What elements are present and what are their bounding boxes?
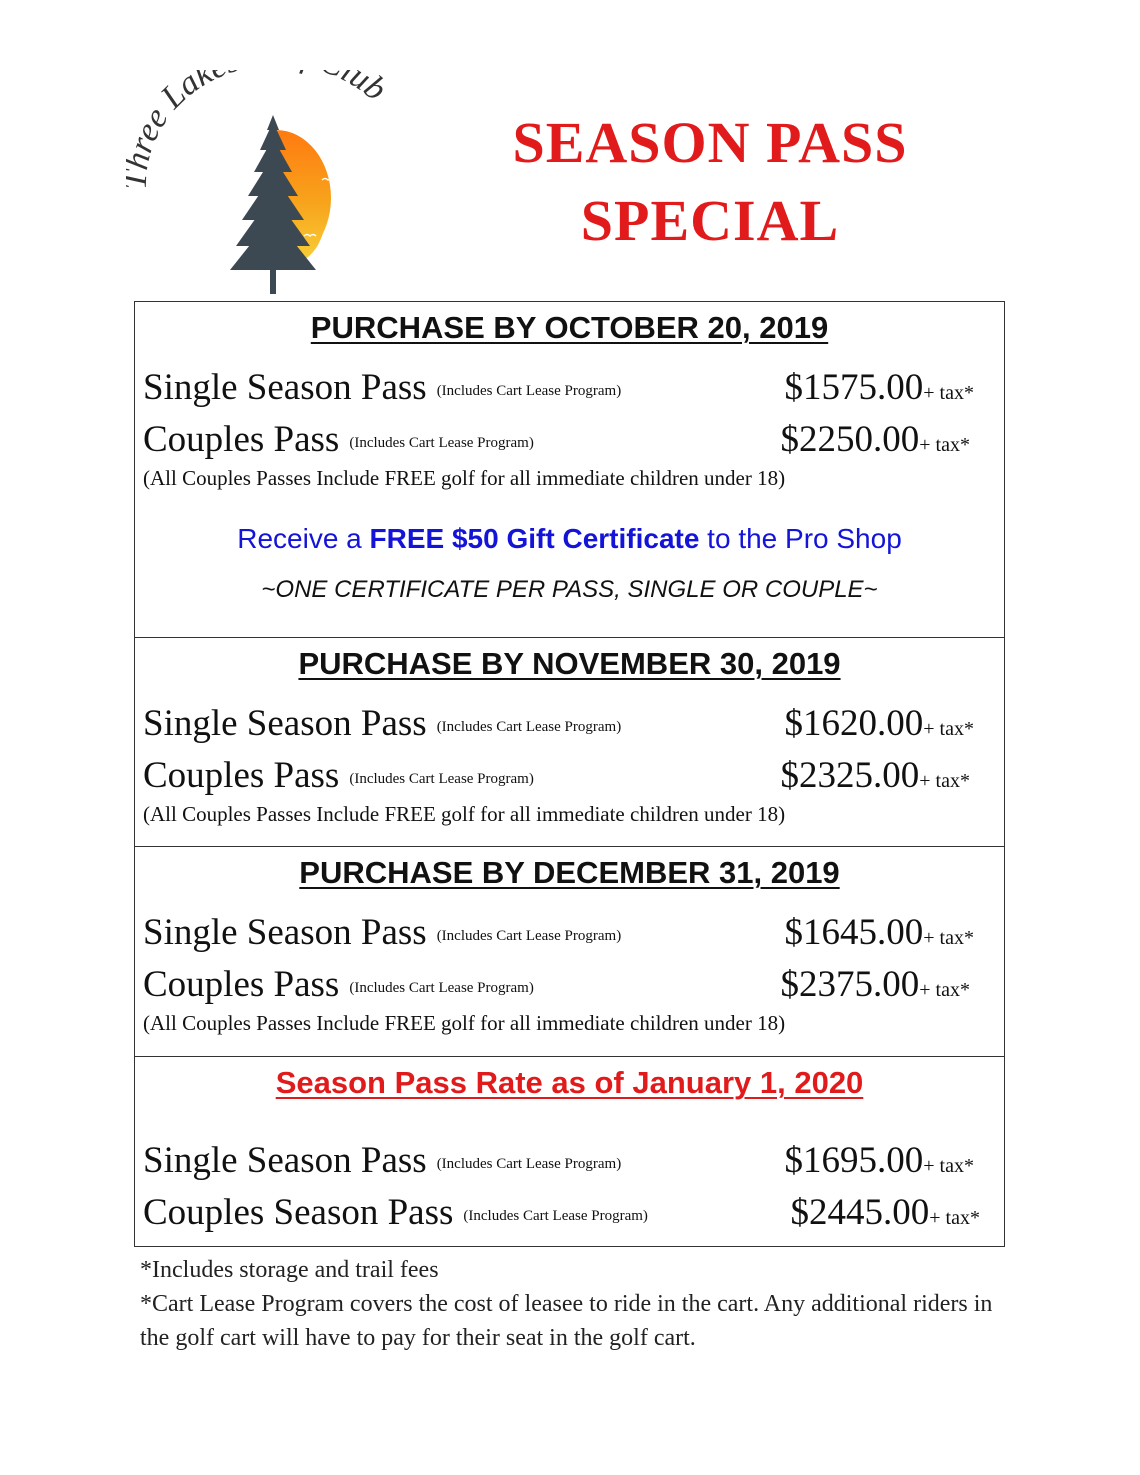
pass-name: Couples Pass	[143, 755, 340, 796]
price-row-single	[143, 907, 974, 951]
price-row-couples	[143, 1187, 980, 1231]
tax-label: + tax*	[929, 1207, 980, 1229]
price-row-single	[143, 362, 974, 406]
pass-includes: (Includes Cart Lease Program)	[463, 1208, 648, 1224]
section-title: PURCHASE BY DECEMBER 31, 2019	[299, 855, 840, 890]
section-2020-rate	[135, 1056, 1004, 1247]
pass-includes: (Includes Cart Lease Program)	[349, 435, 534, 451]
tax-label: + tax*	[923, 382, 974, 404]
logo-graphic	[126, 70, 426, 300]
footnote-cart-lease: *Cart Lease Program covers the cost of leasee to ride in the cart. Any additional riders in the golf cart will have to pay for their seat in the golf cart.	[140, 1291, 993, 1351]
logo-text: ree Lak lub	[126, 70, 394, 158]
pricing-table	[134, 301, 1005, 1247]
pass-name: Couples Pass	[143, 964, 340, 1005]
footnote-storage: *Includes storage and trail fees	[140, 1257, 439, 1283]
section-title: PURCHASE BY OCTOBER 20, 2019	[310, 310, 829, 345]
pass-name: Couples Pass	[143, 419, 340, 460]
section-october	[135, 302, 1004, 637]
pass-includes: (Includes Cart Lease Program)	[349, 980, 534, 996]
pass-includes: (Includes Cart Lease Program)	[436, 383, 622, 399]
section-december	[135, 846, 1004, 1057]
pass-price: $2445.00	[790, 1192, 930, 1233]
section-title: PURCHASE BY NOVEMBER 30, 2019	[298, 646, 841, 681]
pass-name: Single Season Pass	[143, 1140, 427, 1181]
pass-name: Single Season Pass	[143, 367, 427, 408]
pass-price: $1575.00	[784, 367, 924, 408]
club-logo	[126, 70, 426, 300]
pass-name: Single Season Pass	[143, 703, 427, 744]
pass-includes: (Includes Cart Lease Program)	[436, 719, 622, 735]
headline-line-1: SEASON PASS	[512, 110, 908, 175]
price-row-couples	[143, 414, 974, 458]
gift-certificate-promo	[135, 523, 1004, 555]
pass-includes: (Includes Cart Lease Program)	[349, 771, 534, 787]
promo-text-post: to the Pro Shop	[699, 523, 902, 554]
price-row-single	[143, 698, 974, 742]
price-row-single	[143, 1135, 974, 1179]
couples-note: (All Couples Passes Include FREE golf for all immediate children under 18)	[143, 466, 786, 490]
pass-price: $1695.00	[784, 1140, 924, 1181]
pass-price: $2325.00	[780, 755, 920, 796]
tax-label: + tax*	[919, 979, 970, 1001]
section-november	[135, 637, 1004, 847]
promo-text-bold: FREE $50 Gift Certificate	[369, 523, 700, 554]
price-row-couples	[143, 750, 974, 794]
couples-note: (All Couples Passes Include FREE golf for all immediate children under 18)	[143, 1011, 786, 1035]
pass-includes: (Includes Cart Lease Program)	[436, 1156, 622, 1172]
pass-price: $1620.00	[784, 703, 924, 744]
tax-label: + tax*	[923, 927, 974, 949]
tax-label: + tax*	[923, 718, 974, 740]
pass-price: $2375.00	[780, 964, 920, 1005]
tax-label: + tax*	[919, 770, 970, 792]
tax-label: + tax*	[923, 1155, 974, 1177]
pass-price: $1645.00	[784, 912, 924, 953]
pass-name: Couples Season Pass	[143, 1192, 454, 1233]
certificate-note: ~ONE CERTIFICATE PER PASS, SINGLE OR COUPLE~	[261, 576, 878, 603]
price-row-couples	[143, 959, 974, 1003]
promo-text-pre: Receive a	[237, 523, 370, 554]
footnotes	[140, 1253, 1020, 1355]
pass-name: Single Season Pass	[143, 912, 427, 953]
pass-includes: (Includes Cart Lease Program)	[436, 928, 622, 944]
section-title: Season Pass Rate as of January 1, 2020	[275, 1065, 864, 1100]
couples-note: (All Couples Passes Include FREE golf for all immediate children under 18)	[143, 802, 786, 826]
headline-line-2: SPECIAL	[580, 188, 840, 253]
pass-price: $2250.00	[780, 419, 920, 460]
tax-label: + tax*	[919, 434, 970, 456]
